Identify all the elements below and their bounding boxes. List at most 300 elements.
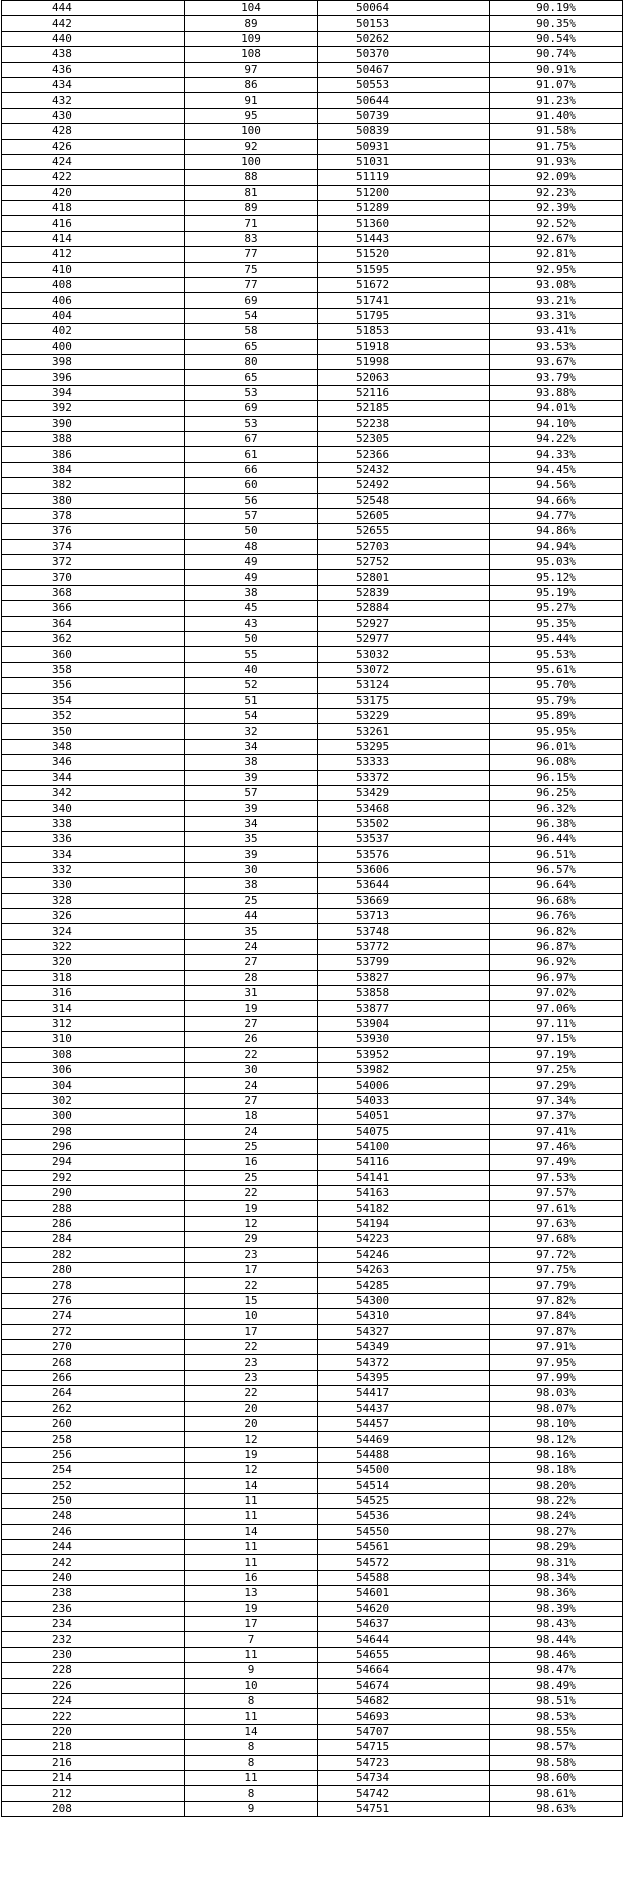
table-row	[2, 939, 623, 954]
count-cell: 38	[185, 878, 318, 893]
cumulative-count-cell: 54395	[318, 1370, 490, 1385]
count-cell: 108	[185, 47, 318, 62]
table-row	[2, 93, 623, 108]
table-row	[2, 1170, 623, 1185]
cumulative-percent-cell: 90.91%	[490, 62, 623, 77]
count-cell: 49	[185, 555, 318, 570]
cumulative-count-cell: 53982	[318, 1062, 490, 1077]
count-cell: 19	[185, 1001, 318, 1016]
count-cell: 8	[185, 1693, 318, 1708]
cumulative-count-cell: 51360	[318, 216, 490, 231]
table-row	[2, 832, 623, 847]
score-cell: 438	[2, 47, 185, 62]
cumulative-count-cell: 53175	[318, 693, 490, 708]
cumulative-count-cell: 54561	[318, 1540, 490, 1555]
score-cell: 332	[2, 862, 185, 877]
table-row	[2, 632, 623, 647]
cumulative-count-cell: 54141	[318, 1170, 490, 1185]
cumulative-count-cell: 53576	[318, 847, 490, 862]
cumulative-percent-cell: 98.34%	[490, 1570, 623, 1585]
cumulative-percent-cell: 98.47%	[490, 1663, 623, 1678]
cumulative-percent-cell: 95.03%	[490, 555, 623, 570]
score-cell: 380	[2, 493, 185, 508]
cumulative-percent-cell: 98.10%	[490, 1416, 623, 1431]
count-cell: 92	[185, 139, 318, 154]
score-cell: 236	[2, 1601, 185, 1616]
cumulative-percent-cell: 93.08%	[490, 278, 623, 293]
count-cell: 38	[185, 755, 318, 770]
count-cell: 39	[185, 801, 318, 816]
score-cell: 290	[2, 1186, 185, 1201]
table-row	[2, 431, 623, 446]
cumulative-count-cell: 54723	[318, 1755, 490, 1770]
count-cell: 50	[185, 524, 318, 539]
count-cell: 86	[185, 77, 318, 92]
cumulative-percent-cell: 98.46%	[490, 1647, 623, 1662]
count-cell: 9	[185, 1663, 318, 1678]
cumulative-percent-cell: 97.87%	[490, 1324, 623, 1339]
table-row	[2, 1447, 623, 1462]
score-cell: 230	[2, 1647, 185, 1662]
count-cell: 57	[185, 785, 318, 800]
cumulative-count-cell: 50644	[318, 93, 490, 108]
count-cell: 15	[185, 1293, 318, 1308]
score-cell: 316	[2, 986, 185, 1001]
cumulative-count-cell: 52703	[318, 539, 490, 554]
score-cell: 334	[2, 847, 185, 862]
count-cell: 19	[185, 1447, 318, 1462]
score-cell: 348	[2, 739, 185, 754]
cumulative-count-cell: 54514	[318, 1478, 490, 1493]
score-cell: 346	[2, 755, 185, 770]
cumulative-percent-cell: 90.54%	[490, 31, 623, 46]
cumulative-percent-cell: 96.92%	[490, 955, 623, 970]
cumulative-percent-cell: 98.36%	[490, 1586, 623, 1601]
count-cell: 11	[185, 1709, 318, 1724]
cumulative-count-cell: 53372	[318, 770, 490, 785]
table-row	[2, 1663, 623, 1678]
score-cell: 426	[2, 139, 185, 154]
score-cell: 424	[2, 154, 185, 169]
table-row	[2, 154, 623, 169]
cumulative-percent-cell: 97.53%	[490, 1170, 623, 1185]
score-cell: 410	[2, 262, 185, 277]
table-row	[2, 508, 623, 523]
cumulative-count-cell: 54707	[318, 1724, 490, 1739]
cumulative-percent-cell: 95.35%	[490, 616, 623, 631]
table-row	[2, 1032, 623, 1047]
table-row	[2, 1, 623, 16]
count-cell: 39	[185, 847, 318, 862]
cumulative-count-cell: 54006	[318, 1078, 490, 1093]
cumulative-percent-cell: 98.63%	[490, 1801, 623, 1816]
score-cell: 376	[2, 524, 185, 539]
cumulative-percent-cell: 92.67%	[490, 231, 623, 246]
cumulative-count-cell: 54223	[318, 1232, 490, 1247]
table-row	[2, 1386, 623, 1401]
cumulative-count-cell: 52801	[318, 570, 490, 585]
score-cell: 368	[2, 585, 185, 600]
score-cell: 216	[2, 1755, 185, 1770]
cumulative-percent-cell: 98.39%	[490, 1601, 623, 1616]
cumulative-percent-cell: 98.24%	[490, 1509, 623, 1524]
score-cell: 250	[2, 1493, 185, 1508]
cumulative-count-cell: 50553	[318, 77, 490, 92]
score-cell: 370	[2, 570, 185, 585]
score-cell: 396	[2, 370, 185, 385]
table-row	[2, 1786, 623, 1801]
score-cell: 330	[2, 878, 185, 893]
table-row	[2, 1478, 623, 1493]
cumulative-count-cell: 54349	[318, 1339, 490, 1354]
score-cell: 326	[2, 909, 185, 924]
count-cell: 71	[185, 216, 318, 231]
cumulative-percent-cell: 93.31%	[490, 308, 623, 323]
cumulative-count-cell: 53827	[318, 970, 490, 985]
cumulative-count-cell: 53229	[318, 708, 490, 723]
count-cell: 80	[185, 354, 318, 369]
cumulative-count-cell: 51795	[318, 308, 490, 323]
count-cell: 54	[185, 708, 318, 723]
count-cell: 11	[185, 1555, 318, 1570]
cumulative-percent-cell: 95.27%	[490, 601, 623, 616]
table-row	[2, 77, 623, 92]
score-cell: 384	[2, 462, 185, 477]
cumulative-percent-cell: 95.53%	[490, 647, 623, 662]
score-cell: 256	[2, 1447, 185, 1462]
cumulative-count-cell: 50262	[318, 31, 490, 46]
score-cell: 242	[2, 1555, 185, 1570]
score-cell: 328	[2, 893, 185, 908]
table-row	[2, 1678, 623, 1693]
table-row	[2, 1463, 623, 1478]
cumulative-percent-cell: 92.95%	[490, 262, 623, 277]
cumulative-count-cell: 54182	[318, 1201, 490, 1216]
count-cell: 53	[185, 416, 318, 431]
cumulative-count-cell: 54033	[318, 1093, 490, 1108]
table-row	[2, 1509, 623, 1524]
table-row	[2, 416, 623, 431]
score-cell: 292	[2, 1170, 185, 1185]
table-row	[2, 1570, 623, 1585]
count-cell: 10	[185, 1309, 318, 1324]
score-cell: 358	[2, 662, 185, 677]
cumulative-count-cell: 53713	[318, 909, 490, 924]
score-cell: 262	[2, 1401, 185, 1416]
cumulative-percent-cell: 97.79%	[490, 1278, 623, 1293]
count-cell: 83	[185, 231, 318, 246]
score-cell: 388	[2, 431, 185, 446]
count-cell: 75	[185, 262, 318, 277]
cumulative-count-cell: 54664	[318, 1663, 490, 1678]
cumulative-count-cell: 50153	[318, 16, 490, 31]
score-cell: 382	[2, 478, 185, 493]
score-cell: 412	[2, 247, 185, 262]
count-cell: 8	[185, 1755, 318, 1770]
table-row	[2, 1601, 623, 1616]
table-row	[2, 601, 623, 616]
count-cell: 61	[185, 447, 318, 462]
cumulative-count-cell: 54588	[318, 1570, 490, 1585]
cumulative-percent-cell: 97.61%	[490, 1201, 623, 1216]
cumulative-count-cell: 53333	[318, 755, 490, 770]
table-row	[2, 385, 623, 400]
score-cell: 298	[2, 1124, 185, 1139]
cumulative-percent-cell: 96.38%	[490, 816, 623, 831]
cumulative-count-cell: 52305	[318, 431, 490, 446]
cumulative-count-cell: 53295	[318, 739, 490, 754]
cumulative-count-cell: 53952	[318, 1047, 490, 1062]
table-row	[2, 724, 623, 739]
table-row	[2, 1770, 623, 1785]
score-cell: 342	[2, 785, 185, 800]
score-cell: 336	[2, 832, 185, 847]
cumulative-count-cell: 50931	[318, 139, 490, 154]
cumulative-count-cell: 54674	[318, 1678, 490, 1693]
score-cell: 320	[2, 955, 185, 970]
cumulative-percent-cell: 96.51%	[490, 847, 623, 862]
cumulative-count-cell: 52839	[318, 585, 490, 600]
table-row	[2, 62, 623, 77]
count-cell: 95	[185, 108, 318, 123]
score-cell: 318	[2, 970, 185, 985]
score-cell: 274	[2, 1309, 185, 1324]
cumulative-count-cell: 50370	[318, 47, 490, 62]
count-cell: 8	[185, 1786, 318, 1801]
cumulative-count-cell: 53261	[318, 724, 490, 739]
cumulative-percent-cell: 96.15%	[490, 770, 623, 785]
score-cell: 414	[2, 231, 185, 246]
count-cell: 25	[185, 1170, 318, 1185]
cumulative-count-cell: 52927	[318, 616, 490, 631]
table-row	[2, 1801, 623, 1816]
cumulative-count-cell: 54300	[318, 1293, 490, 1308]
cumulative-percent-cell: 96.87%	[490, 939, 623, 954]
cumulative-count-cell: 50739	[318, 108, 490, 123]
count-cell: 18	[185, 1109, 318, 1124]
table-row	[2, 1709, 623, 1724]
cumulative-count-cell: 52655	[318, 524, 490, 539]
cumulative-count-cell: 52185	[318, 401, 490, 416]
count-cell: 27	[185, 1093, 318, 1108]
score-cell: 294	[2, 1155, 185, 1170]
count-cell: 35	[185, 832, 318, 847]
table-row	[2, 1432, 623, 1447]
table-row	[2, 1324, 623, 1339]
cumulative-count-cell: 54644	[318, 1632, 490, 1647]
score-cell: 440	[2, 31, 185, 46]
cumulative-percent-cell: 96.82%	[490, 924, 623, 939]
count-cell: 24	[185, 1078, 318, 1093]
score-cell: 276	[2, 1293, 185, 1308]
cumulative-count-cell: 54194	[318, 1216, 490, 1231]
count-cell: 22	[185, 1339, 318, 1354]
cumulative-percent-cell: 93.88%	[490, 385, 623, 400]
score-cell: 408	[2, 278, 185, 293]
cumulative-percent-cell: 93.41%	[490, 324, 623, 339]
score-cell: 296	[2, 1139, 185, 1154]
cumulative-percent-cell: 93.21%	[490, 293, 623, 308]
count-cell: 88	[185, 170, 318, 185]
count-cell: 27	[185, 955, 318, 970]
cumulative-count-cell: 54488	[318, 1447, 490, 1462]
cumulative-count-cell: 53124	[318, 678, 490, 693]
cumulative-count-cell: 54601	[318, 1586, 490, 1601]
table-row	[2, 401, 623, 416]
count-cell: 69	[185, 401, 318, 416]
count-cell: 25	[185, 1139, 318, 1154]
score-cell: 418	[2, 201, 185, 216]
count-cell: 109	[185, 31, 318, 46]
count-cell: 27	[185, 1016, 318, 1031]
score-cell: 284	[2, 1232, 185, 1247]
score-cell: 374	[2, 539, 185, 554]
cumulative-percent-cell: 95.19%	[490, 585, 623, 600]
score-cell: 238	[2, 1586, 185, 1601]
cumulative-percent-cell: 91.58%	[490, 124, 623, 139]
cumulative-percent-cell: 97.11%	[490, 1016, 623, 1031]
count-cell: 49	[185, 570, 318, 585]
cumulative-percent-cell: 91.23%	[490, 93, 623, 108]
score-cell: 420	[2, 185, 185, 200]
cumulative-percent-cell: 98.12%	[490, 1432, 623, 1447]
table-row	[2, 1586, 623, 1601]
table-row	[2, 108, 623, 123]
cumulative-percent-cell: 97.46%	[490, 1139, 623, 1154]
cumulative-count-cell: 52238	[318, 416, 490, 431]
count-cell: 50	[185, 632, 318, 647]
cumulative-percent-cell: 95.95%	[490, 724, 623, 739]
cumulative-count-cell: 54742	[318, 1786, 490, 1801]
table-row	[2, 1617, 623, 1632]
count-cell: 97	[185, 62, 318, 77]
count-cell: 40	[185, 662, 318, 677]
cumulative-count-cell: 51741	[318, 293, 490, 308]
count-cell: 58	[185, 324, 318, 339]
cumulative-percent-cell: 94.10%	[490, 416, 623, 431]
table-row	[2, 1139, 623, 1154]
table-row	[2, 1755, 623, 1770]
score-cell: 240	[2, 1570, 185, 1585]
cumulative-percent-cell: 97.49%	[490, 1155, 623, 1170]
cumulative-percent-cell: 98.03%	[490, 1386, 623, 1401]
table-row	[2, 1524, 623, 1539]
cumulative-count-cell: 53537	[318, 832, 490, 847]
table-row	[2, 1047, 623, 1062]
cumulative-count-cell: 52432	[318, 462, 490, 477]
score-cell: 428	[2, 124, 185, 139]
score-cell: 394	[2, 385, 185, 400]
cumulative-count-cell: 54327	[318, 1324, 490, 1339]
count-cell: 10	[185, 1678, 318, 1693]
count-cell: 12	[185, 1432, 318, 1447]
score-cell: 266	[2, 1370, 185, 1385]
cumulative-count-cell: 51200	[318, 185, 490, 200]
cumulative-count-cell: 54457	[318, 1416, 490, 1431]
cumulative-percent-cell: 92.09%	[490, 170, 623, 185]
cumulative-count-cell: 53772	[318, 939, 490, 954]
cumulative-count-cell: 53748	[318, 924, 490, 939]
cumulative-percent-cell: 96.32%	[490, 801, 623, 816]
cumulative-count-cell: 51520	[318, 247, 490, 262]
score-cell: 350	[2, 724, 185, 739]
cumulative-percent-cell: 98.27%	[490, 1524, 623, 1539]
count-cell: 77	[185, 278, 318, 293]
score-cell: 278	[2, 1278, 185, 1293]
cumulative-count-cell: 51998	[318, 354, 490, 369]
cumulative-percent-cell: 98.18%	[490, 1463, 623, 1478]
score-cell: 312	[2, 1016, 185, 1031]
table-row	[2, 185, 623, 200]
table-row	[2, 1740, 623, 1755]
cumulative-percent-cell: 91.40%	[490, 108, 623, 123]
cumulative-percent-cell: 97.37%	[490, 1109, 623, 1124]
cumulative-percent-cell: 96.25%	[490, 785, 623, 800]
cumulative-percent-cell: 98.16%	[490, 1447, 623, 1462]
cumulative-percent-cell: 97.29%	[490, 1078, 623, 1093]
count-cell: 89	[185, 16, 318, 31]
score-cell: 288	[2, 1201, 185, 1216]
cumulative-count-cell: 52548	[318, 493, 490, 508]
table-row	[2, 662, 623, 677]
cumulative-percent-cell: 98.53%	[490, 1709, 623, 1724]
table-row	[2, 986, 623, 1001]
score-cell: 378	[2, 508, 185, 523]
table-row	[2, 47, 623, 62]
table-row	[2, 1078, 623, 1093]
cumulative-percent-cell: 98.29%	[490, 1540, 623, 1555]
table-row	[2, 647, 623, 662]
cumulative-percent-cell: 98.58%	[490, 1755, 623, 1770]
score-cell: 218	[2, 1740, 185, 1755]
count-cell: 22	[185, 1186, 318, 1201]
count-cell: 91	[185, 93, 318, 108]
cumulative-percent-cell: 95.89%	[490, 708, 623, 723]
table-row	[2, 231, 623, 246]
cumulative-count-cell: 54051	[318, 1109, 490, 1124]
cumulative-count-cell: 54163	[318, 1186, 490, 1201]
cumulative-count-cell: 54734	[318, 1770, 490, 1785]
score-cell: 436	[2, 62, 185, 77]
count-cell: 17	[185, 1263, 318, 1278]
table-row	[2, 816, 623, 831]
count-cell: 12	[185, 1463, 318, 1478]
count-cell: 55	[185, 647, 318, 662]
cumulative-percent-cell: 90.74%	[490, 47, 623, 62]
cumulative-percent-cell: 97.02%	[490, 986, 623, 1001]
count-cell: 22	[185, 1278, 318, 1293]
count-cell: 56	[185, 493, 318, 508]
cumulative-percent-cell: 97.84%	[490, 1309, 623, 1324]
cumulative-count-cell: 53669	[318, 893, 490, 908]
table-row	[2, 493, 623, 508]
cumulative-percent-cell: 98.60%	[490, 1770, 623, 1785]
score-cell: 270	[2, 1339, 185, 1354]
cumulative-percent-cell: 98.20%	[490, 1478, 623, 1493]
count-cell: 11	[185, 1509, 318, 1524]
score-cell: 264	[2, 1386, 185, 1401]
table-row	[2, 201, 623, 216]
cumulative-percent-cell: 96.01%	[490, 739, 623, 754]
cumulative-percent-cell: 94.86%	[490, 524, 623, 539]
cumulative-percent-cell: 98.51%	[490, 1693, 623, 1708]
cumulative-count-cell: 53930	[318, 1032, 490, 1047]
count-cell: 24	[185, 939, 318, 954]
cumulative-percent-cell: 97.06%	[490, 1001, 623, 1016]
table-row	[2, 1493, 623, 1508]
count-cell: 45	[185, 601, 318, 616]
count-cell: 24	[185, 1124, 318, 1139]
